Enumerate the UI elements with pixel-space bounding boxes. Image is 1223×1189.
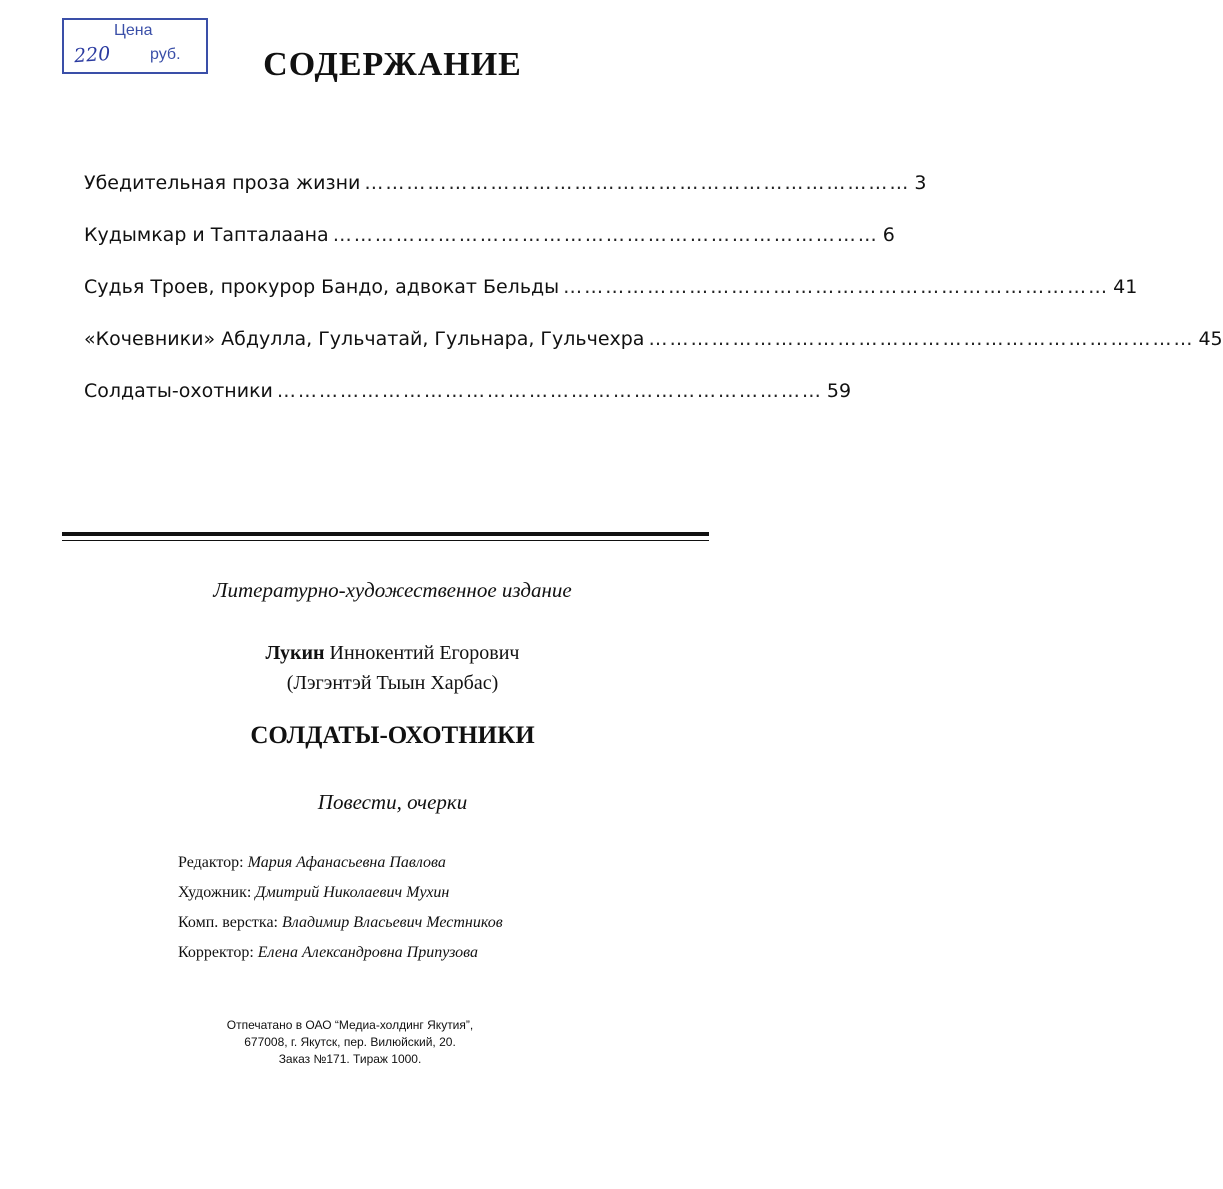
credit-role: Редактор: xyxy=(178,854,244,871)
toc-entry-page: 59 xyxy=(826,380,852,402)
credit-person: Мария Афанасьевна Павлова xyxy=(247,854,446,871)
toc-entry-page: 45 xyxy=(1198,328,1223,350)
stamp-handwritten-price: 220 xyxy=(73,42,111,68)
table-of-contents xyxy=(84,172,1223,432)
author-surname: Лукин xyxy=(265,642,325,664)
divider-thin xyxy=(62,540,709,541)
credit-person: Владимир Власьевич Местников xyxy=(282,914,503,931)
author-pseudonym: (Лэгэнтэй Тыын Харбас) xyxy=(286,672,499,694)
toc-entry-title: «Кочевники» Абдулла, Гульчатай, Гульнара, Гульчехра xyxy=(84,328,645,350)
toc-entry xyxy=(84,224,895,276)
imprint-line: Заказ №171. Тираж 1000. xyxy=(278,1052,422,1066)
book-title: СОЛДАТЫ-ОХОТНИКИ xyxy=(250,722,535,749)
credit-role: Корректор: xyxy=(178,944,254,961)
toc-entry xyxy=(84,172,927,224)
toc-leader-dots: …………………………………………………………………… xyxy=(648,328,1195,350)
toc-entry xyxy=(84,380,852,432)
printer-imprint xyxy=(0,1017,700,1068)
credit-row xyxy=(178,944,503,974)
toc-entry-title: Убедительная проза жизни xyxy=(84,172,361,194)
toc-leader-dots: …………………………………………………………………… xyxy=(364,172,911,194)
toc-entry-title: Кудымкар и Тапталаана xyxy=(84,224,329,246)
toc-leader-dots: …………………………………………………………………… xyxy=(332,224,879,246)
credit-row xyxy=(178,914,503,944)
credit-role: Комп. верстка: xyxy=(178,914,278,931)
toc-entry xyxy=(84,276,1138,328)
divider-thick xyxy=(62,532,709,536)
imprint-line: 677008, г. Якутск, пер. Вилюйский, 20. xyxy=(244,1035,456,1049)
stamp-currency: руб. xyxy=(150,46,181,63)
contents-heading: СОДЕРЖАНИЕ xyxy=(263,46,522,83)
imprint-line: Отпечатано в ОАО “Медиа-холдинг Якутия”, xyxy=(226,1018,474,1032)
credit-person: Дмитрий Николаевич Мухин xyxy=(255,884,450,901)
credit-person: Елена Александровна Припузова xyxy=(257,944,478,961)
toc-entry-page: 6 xyxy=(882,224,895,246)
toc-entry xyxy=(84,328,1223,380)
credit-row xyxy=(178,884,503,914)
author-line xyxy=(0,642,785,665)
toc-entry-page: 41 xyxy=(1113,276,1138,298)
credits-list xyxy=(178,854,503,974)
toc-entry-title: Судья Троев, прокурор Бандо, адвокат Бельды xyxy=(84,276,560,298)
toc-leader-dots: …………………………………………………………………… xyxy=(276,380,823,402)
credit-row xyxy=(178,854,503,884)
toc-entry-title: Солдаты-охотники xyxy=(84,380,273,402)
toc-leader-dots: …………………………………………………………………… xyxy=(563,276,1110,298)
credit-role: Художник: xyxy=(178,884,252,901)
toc-entry-page: 3 xyxy=(914,172,927,194)
book-subtitle: Повести, очерки xyxy=(317,790,468,814)
author-given-names: Иннокентий Егорович xyxy=(329,642,520,664)
edition-genre: Литературно-художественное издание xyxy=(213,578,572,602)
stamp-price-label: Цена xyxy=(114,22,153,39)
